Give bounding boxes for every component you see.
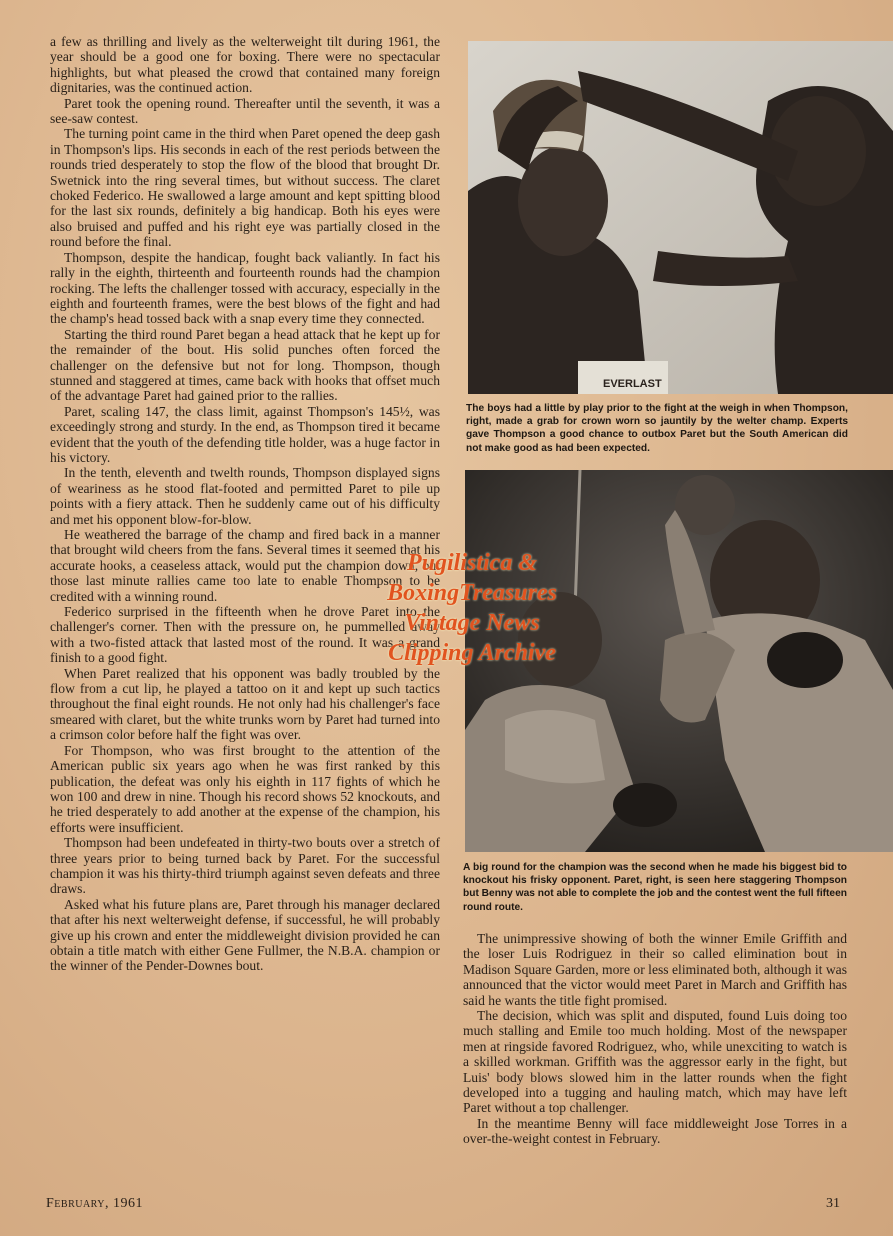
photo2-caption: A big round for the champion was the second when he made his biggest bid to knockout his frisky opponent. Paret, right, is seen here staggering Thompson but Benny was not able to complete the job and the contest went the full fifteen round route. (463, 862, 847, 913)
article-paragraph: The decision, which was split and disputed, found Luis doing too much stalling and Emile too much holding. Most of the newspaper men at ringside favored Rodriguez, who, while unexciting to watch is a skilled workman. Griffith was the aggressor early in the fight, but Luis' body blows slowed him in the latter rounds when the fight developed into a tugging and hauling match, which may have left Paret without a top challenger. (463, 1008, 847, 1116)
weigh-in-photo (468, 41, 893, 394)
fight-action-photo (465, 470, 893, 852)
article-paragraph: Asked what his future plans are, Paret through his manager declared that after his next welterweight defense, if successful, he will probably give up his crown and enter the middleweight division provided he can obtain a title match with either Gene Fullmer, the N.B.A. champion or the winner of the Pender-Downes bout. (50, 896, 440, 974)
photo1-caption: The boys had a little by play prior to the fight at the weigh in when Thompson, right, made a grab for crown worn so jauntily by the welter champ. Experts gave Thompson a good chance to outbox Paret but the South American did not make good as had been expected. (466, 403, 848, 454)
article-paragraph: Thompson had been undefeated in thirty-two bouts over a stretch of three years prior to being turned back by Paret. For the successful champion it was his thirty-third triumph against seven defeats and three draws. (50, 835, 440, 897)
trunks-label: EVERLAST (603, 378, 662, 390)
watermark-line: Vintage News (404, 610, 540, 636)
article-left-column (50, 34, 440, 974)
article-paragraph: a few as thrilling and lively as the welterweight tilt during 1961, the year should be a good one for boxing. There were no spectacular highlights, but what pleased the crowd that contained many foreign dignitaries, was the continued action. (50, 34, 440, 96)
watermark-line: Pugilistica & (406, 550, 537, 576)
watermark-line: Clipping Archive (388, 640, 556, 666)
weigh-in-photo-illustration (468, 41, 893, 394)
article-paragraph: Paret, scaling 147, the class limit, against Thompson's 145½, was exceedingly strong and sturdy. In the end, as Thompson tired it became evident that the youth of the defending title holder, was a huge factor in his victory. (50, 403, 440, 465)
fight-action-photo-illustration (465, 470, 893, 852)
article-paragraph: The unimpressive showing of both the winner Emile Griffith and the loser Luis Rodriguez in their so called elimination bout in Madison Square Garden, more or less eliminated both, although it was announced that the victor would meet Paret in March and Griffith has said he wants the title fight promised. (463, 931, 847, 1008)
article-paragraph: When Paret realized that his opponent was badly troubled by the flow from a cut lip, he played a tattoo on it and kept up such tactics throughout the final eight rounds. He not only had his challenger's face smeared with claret, but the white trunks worn by Paret had turned into a crimson color before half the fight was over. (50, 665, 440, 743)
article-paragraph: Federico surprised in the fifteenth when he drove Paret into the challenger's corner. Then with the pressure on, he pummelled away with a two-fisted attack that lasted most of the round. It was a grand finish to a good fight. (50, 604, 440, 666)
page-number: 31 (826, 1196, 840, 1211)
article-paragraph: In the tenth, eleventh and twelth rounds, Thompson displayed signs of weariness as he stood flat-footed and permitted Paret to pile up points with a fiery attack. Then he suddenly came out of his difficulty and met his opponent blow-for-blow. (50, 465, 440, 527)
article-paragraph: Starting the third round Paret began a head attack that he kept up for the remainder of the bout. His solid punches often forced the challenger on the defensive but not for long. Thompson, though stunned and staggered at times, came back with hooks that offset much of the advantage Paret had gained prior to the rallies. (50, 326, 440, 404)
article-paragraph: Paret took the opening round. Thereafter until the seventh, it was a see-saw contest. (50, 95, 440, 127)
article-paragraph: He weathered the barrage of the champ and fired back in a manner that brought wild cheers from the fans. Several times it seemed that his accurate hooks, a ceaseless attack, would put the champion down, but those last minute rallies came too late to enable Thompson to be credited with a winning round. (50, 527, 440, 604)
article-right-column (463, 931, 847, 1147)
issue-date: February, 1961 (46, 1196, 144, 1211)
watermark-line: BoxingTreasures (387, 580, 557, 606)
article-paragraph: In the meantime Benny will face middleweight Jose Torres in a over-the-weight contest in February. (463, 1115, 847, 1147)
article-paragraph: The turning point came in the third when Paret opened the deep gash in Thompson's lips. His seconds in each of the rest periods between the rounds tried desperately to stop the flow of the blood that brought Dr. Swetnick into the ring several times, but without success. The claret choked Federico. He swallowed a large amount and kept spitting blood for the last six rounds, definitely a big handicap. Both his eyes were also bruised and puffed and his right eye was partially closed in the round before the final. (50, 126, 440, 250)
article-paragraph: For Thompson, who was first brought to the attention of the American public six years ago when he was first ranked by this publication, the defeat was only his eighth in 117 fights of which he won 100 and drew in nine. Though his record shows 52 knockouts, and he tried desperately to add another at the expense of the champion, his efforts were insufficient. (50, 742, 440, 835)
article-paragraph: Thompson, despite the handicap, fought back valiantly. In fact his rally in the eighth, thirteenth and fourteenth rounds had the champion rocking. The lefts the challenger tossed with accuracy, especially in the eighth and fourteenth frames, were the best blows of the fight and had the champ's head tossed back with a snap every time they connected. (50, 249, 440, 327)
